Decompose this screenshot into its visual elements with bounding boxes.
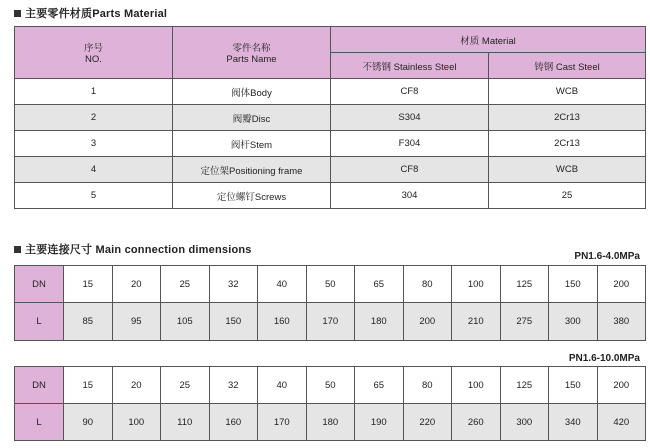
l-label: L (15, 404, 64, 441)
dn-row (15, 266, 646, 303)
header-material: 材质 Material (331, 27, 646, 53)
pressure-label-2: PN1.6-10.0MPa (568, 353, 640, 364)
row-name: 定位螺钉Screws (173, 183, 331, 209)
row-name: 阀瓣Disc (173, 105, 331, 131)
dn-value-cell: 32 (209, 367, 258, 404)
dn-value-cell: 150 (549, 266, 598, 303)
l-value-cell: 420 (597, 404, 646, 441)
row-cast: WCB (489, 157, 646, 183)
header-no-cn: 序号 (83, 43, 103, 54)
l-value-cell: 380 (597, 303, 646, 341)
row-cast: 25 (489, 183, 646, 209)
dn-value-cell: 65 (355, 266, 404, 303)
dn-value-cell: 100 (452, 266, 501, 303)
dimensions-section-title-text: 主要连接尺寸 Main connection dimensions (25, 244, 252, 256)
l-value-cell: 180 (306, 404, 355, 441)
table-row (15, 105, 646, 131)
row-stainless: CF8 (331, 79, 489, 105)
row-cast: 2Cr13 (489, 105, 646, 131)
header-stainless: 不锈钢 Stainless Steel (331, 53, 489, 79)
l-value-cell: 210 (452, 303, 501, 341)
dn-row (15, 367, 646, 404)
l-value-cell: 160 (258, 303, 307, 341)
header-no-cell (15, 27, 173, 79)
row-stainless: F304 (331, 131, 489, 157)
row-no: 5 (15, 183, 173, 209)
row-stainless: CF8 (331, 157, 489, 183)
dn-value-cell: 80 (403, 266, 452, 303)
row-stainless: 304 (331, 183, 489, 209)
dn-value-cell: 25 (161, 367, 210, 404)
row-cast: WCB (489, 79, 646, 105)
row-name: 阀体Body (173, 79, 331, 105)
l-value-cell: 170 (258, 404, 307, 441)
dn-value-cell: 200 (597, 266, 646, 303)
parts-section-title-text: 主要零件材质Parts Material (25, 8, 168, 20)
row-stainless: S304 (331, 105, 489, 131)
dn-value-cell: 15 (64, 266, 113, 303)
row-no: 3 (15, 131, 173, 157)
header-name-en: Parts Name (226, 54, 277, 65)
header-cast: 铸钢 Cast Steel (489, 53, 646, 79)
l-value-cell: 110 (161, 404, 210, 441)
row-name: 阀杆Stem (173, 131, 331, 157)
parts-section-title (14, 5, 167, 21)
bullet-square-icon (14, 10, 21, 17)
parts-material-table (14, 26, 646, 209)
header-name-cell (173, 27, 331, 79)
l-row (15, 303, 646, 341)
dn-value-cell: 50 (306, 367, 355, 404)
l-row (15, 404, 646, 441)
dn-value-cell: 200 (597, 367, 646, 404)
l-value-cell: 105 (161, 303, 210, 341)
dn-value-cell: 20 (112, 367, 161, 404)
l-value-cell: 190 (355, 404, 404, 441)
dn-value-cell: 100 (452, 367, 501, 404)
dn-value-cell: 32 (209, 266, 258, 303)
l-label: L (15, 303, 64, 341)
row-no: 1 (15, 79, 173, 105)
l-value-cell: 85 (64, 303, 113, 341)
l-value-cell: 100 (112, 404, 161, 441)
dn-label: DN (15, 266, 64, 303)
l-value-cell: 180 (355, 303, 404, 341)
dn-value-cell: 25 (161, 266, 210, 303)
dimensions-table-2 (14, 366, 646, 441)
dn-label: DN (15, 367, 64, 404)
l-value-cell: 170 (306, 303, 355, 341)
row-cast: 2Cr13 (489, 131, 646, 157)
l-value-cell: 300 (500, 404, 549, 441)
dn-value-cell: 150 (549, 367, 598, 404)
table-row (15, 157, 646, 183)
row-name: 定位架Positioning frame (173, 157, 331, 183)
header-no-en: NO. (85, 54, 102, 65)
dn-value-cell: 15 (64, 367, 113, 404)
l-value-cell: 340 (549, 404, 598, 441)
dimensions-table-1 (14, 265, 646, 341)
table-row (15, 79, 646, 105)
l-value-cell: 90 (64, 404, 113, 441)
l-value-cell: 300 (549, 303, 598, 341)
table-row (15, 183, 646, 209)
dn-value-cell: 125 (500, 266, 549, 303)
dn-value-cell: 65 (355, 367, 404, 404)
row-no: 2 (15, 105, 173, 131)
pressure-label-1: PN1.6-4.0MPa (574, 251, 640, 262)
l-value-cell: 260 (452, 404, 501, 441)
dn-value-cell: 40 (258, 367, 307, 404)
table-row (15, 131, 646, 157)
l-value-cell: 160 (209, 404, 258, 441)
header-name-cn: 零件名称 (232, 43, 271, 54)
bullet-square-icon (14, 246, 21, 253)
dn-value-cell: 20 (112, 266, 161, 303)
dimensions-section-title (14, 241, 252, 257)
dn-value-cell: 40 (258, 266, 307, 303)
l-value-cell: 220 (403, 404, 452, 441)
dn-value-cell: 50 (306, 266, 355, 303)
row-no: 4 (15, 157, 173, 183)
dn-value-cell: 125 (500, 367, 549, 404)
dn-value-cell: 80 (403, 367, 452, 404)
l-value-cell: 95 (112, 303, 161, 341)
l-value-cell: 275 (500, 303, 549, 341)
l-value-cell: 150 (209, 303, 258, 341)
l-value-cell: 200 (403, 303, 452, 341)
